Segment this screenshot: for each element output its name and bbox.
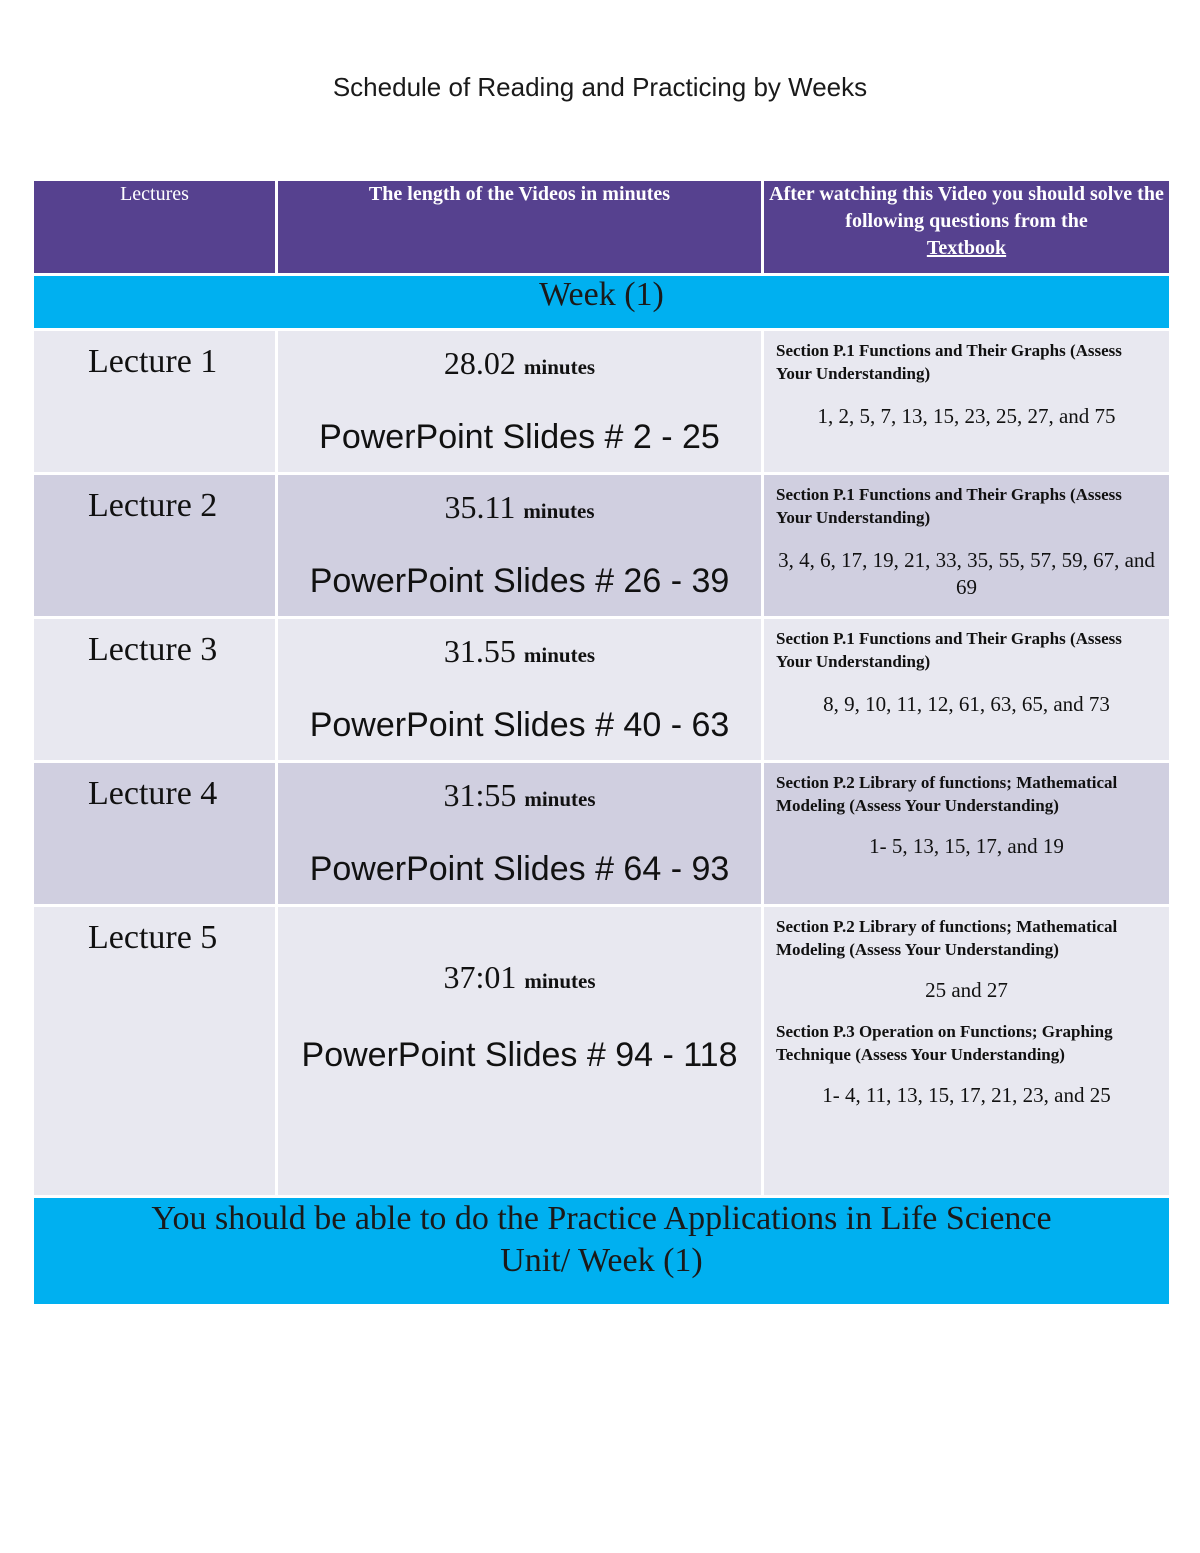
length-value: 35.11 bbox=[444, 489, 516, 525]
video-length bbox=[278, 777, 761, 814]
lecture-name: Lecture 3 bbox=[88, 631, 218, 668]
length-value: 37:01 bbox=[443, 959, 517, 995]
section-title: Section P.2 Library of functions; Mathematical Modeling (Assess Your Understanding) bbox=[776, 773, 1118, 815]
lecture-name: Lecture 5 bbox=[88, 919, 218, 956]
length-unit: minutes bbox=[523, 643, 596, 667]
page-title: Schedule of Reading and Practicing by Weeks bbox=[332, 72, 868, 102]
footer-line-1: You should be able to do the Practice Applications in Life Science bbox=[151, 1200, 1052, 1237]
lecture-name: Lecture 2 bbox=[88, 487, 218, 524]
header-questions bbox=[763, 180, 1171, 275]
question-numbers: 1, 2, 5, 7, 13, 15, 23, 25, 27, and 75 bbox=[817, 404, 1116, 428]
length-unit: minutes bbox=[524, 969, 596, 993]
question-numbers: 1- 4, 11, 13, 15, 17, 21, 23, and 25 bbox=[822, 1083, 1111, 1107]
question-numbers: 25 and 27 bbox=[925, 978, 1008, 1002]
length-value: 28.02 bbox=[443, 345, 516, 381]
video-length bbox=[278, 633, 761, 670]
table-row bbox=[33, 330, 1171, 474]
question-numbers: 3, 4, 6, 17, 19, 21, 33, 35, 55, 57, 59, 67, and 69 bbox=[778, 548, 1155, 599]
slides-range: PowerPoint Slides # 26 - 39 bbox=[309, 562, 730, 600]
section-title: Section P.2 Library of functions; Mathematical Modeling (Assess Your Understanding) bbox=[776, 917, 1118, 959]
header-video-length: The length of the Videos in minutes bbox=[277, 180, 763, 275]
footer-note bbox=[33, 1197, 1171, 1306]
length-unit: minutes bbox=[524, 787, 596, 811]
question-numbers: 1- 5, 13, 15, 17, and 19 bbox=[869, 834, 1064, 858]
table-row bbox=[33, 618, 1171, 762]
table-row bbox=[33, 906, 1171, 1197]
week-label: Week (1) bbox=[33, 275, 1171, 330]
slides-range: PowerPoint Slides # 40 - 63 bbox=[309, 706, 730, 744]
video-length bbox=[278, 345, 761, 382]
table-row bbox=[33, 762, 1171, 906]
section-title: Section P.3 Operation on Functions; Graphing Technique (Assess Your Understanding) bbox=[776, 1022, 1113, 1064]
section-title: Section P.1 Functions and Their Graphs (Assess Your Understanding) bbox=[776, 341, 1122, 383]
header-lectures: Lectures bbox=[33, 180, 277, 275]
section-title: Section P.1 Functions and Their Graphs (Assess Your Understanding) bbox=[776, 629, 1122, 671]
footer-line-2: Unit/ Week (1) bbox=[500, 1242, 703, 1279]
lecture-name: Lecture 4 bbox=[88, 775, 218, 812]
week-row bbox=[33, 275, 1171, 330]
textbook-link[interactable]: Textbook bbox=[926, 237, 1007, 259]
slides-range: PowerPoint Slides # 94 - 118 bbox=[301, 1036, 738, 1074]
video-length bbox=[278, 489, 761, 526]
slides-range: PowerPoint Slides # 64 - 93 bbox=[309, 850, 730, 888]
length-unit: minutes bbox=[523, 355, 596, 379]
section-title: Section P.1 Functions and Their Graphs (Assess Your Understanding) bbox=[776, 485, 1122, 527]
header-questions-text: After watching this Video you should solve the following questions from the bbox=[769, 183, 1164, 232]
question-numbers: 8, 9, 10, 11, 12, 61, 63, 65, and 73 bbox=[823, 692, 1110, 716]
slides-range: PowerPoint Slides # 2 - 25 bbox=[319, 418, 720, 456]
length-unit: minutes bbox=[523, 499, 595, 523]
schedule-table bbox=[31, 178, 1172, 1307]
footer-row bbox=[33, 1197, 1171, 1306]
table-header-row bbox=[33, 180, 1171, 275]
table-row bbox=[33, 474, 1171, 618]
video-length bbox=[278, 959, 761, 996]
length-value: 31.55 bbox=[443, 633, 516, 669]
length-value: 31:55 bbox=[443, 777, 517, 813]
lecture-name: Lecture 1 bbox=[88, 343, 218, 380]
